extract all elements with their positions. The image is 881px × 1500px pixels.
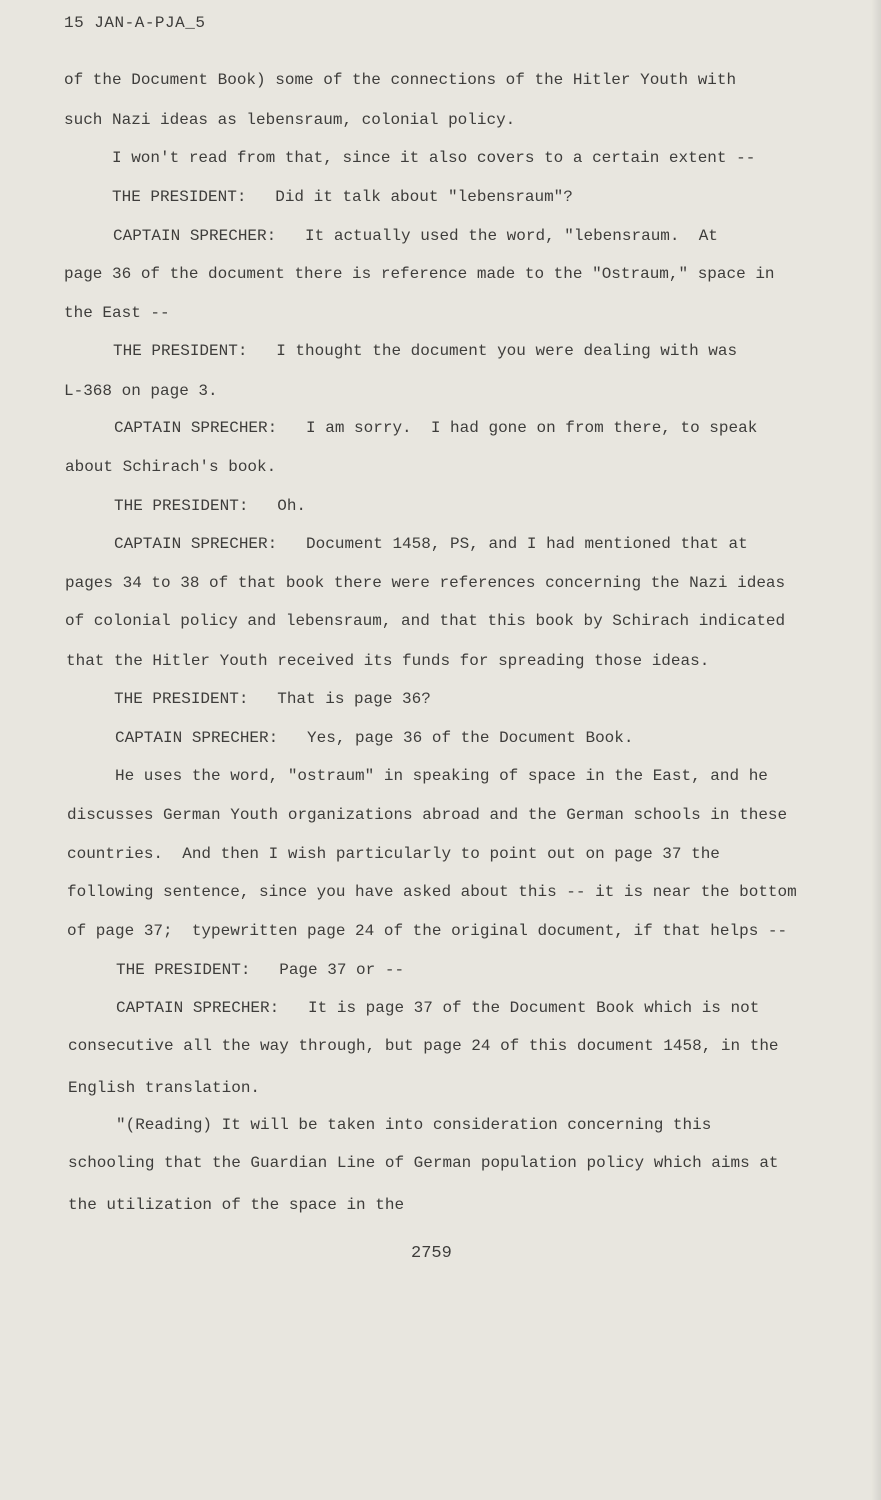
quote-line: the utilization of the space in the — [68, 1196, 405, 1214]
speaker-line: CAPTAIN SPRECHER: I am sorry. I had gone on from there, to speak — [114, 419, 758, 437]
text-line: about Schirach's book. — [65, 458, 277, 476]
text-line: He uses the word, "ostraum" in speaking of space in the East, and he — [115, 767, 768, 785]
speaker-line: THE PRESIDENT: Page 37 or -- — [116, 961, 405, 979]
speaker-line: CAPTAIN SPRECHER: It is page 37 of the Document Book which is not — [116, 999, 760, 1017]
text-line: I won't read from that, since it also covers to a certain extent -- — [112, 149, 756, 167]
speaker-line: CAPTAIN SPRECHER: Yes, page 36 of the Document Book. — [115, 729, 634, 747]
speaker-line: THE PRESIDENT: Oh. — [114, 497, 307, 515]
text-line: discusses German Youth organizations abroad and the German schools in these — [67, 806, 788, 824]
document-reference: 15 JAN-A-PJA_5 — [64, 14, 206, 32]
text-line: the East -- — [64, 304, 170, 322]
speaker-line: THE PRESIDENT: That is page 36? — [114, 690, 431, 708]
speaker-line: THE PRESIDENT: Did it talk about "lebensraum"? — [112, 188, 573, 206]
quote-line: "(Reading) It will be taken into consideration concerning this — [116, 1116, 712, 1134]
text-line: English translation. — [68, 1079, 261, 1097]
text-line: of page 37; typewritten page 24 of the original document, if that helps -- — [67, 922, 788, 940]
text-line: that the Hitler Youth received its funds for spreading those ideas. — [66, 652, 710, 670]
page-number: 2759 — [411, 1244, 452, 1263]
text-line: of the Document Book) some of the connections of the Hitler Youth with — [64, 71, 737, 89]
text-line: of colonial policy and lebensraum, and that this book by Schirach indicated — [65, 612, 786, 630]
speaker-line: CAPTAIN SPRECHER: Document 1458, PS, and I had mentioned that at — [114, 535, 748, 553]
speaker-line: CAPTAIN SPRECHER: It actually used the word, "lebensraum. At — [113, 227, 718, 245]
text-line: countries. And then I wish particularly to point out on page 37 the — [67, 845, 720, 863]
quote-line: schooling that the Guardian Line of German population policy which aims at — [68, 1154, 779, 1172]
text-line: pages 34 to 38 of that book there were references concerning the Nazi ideas — [65, 574, 786, 592]
text-line: consecutive all the way through, but page 24 of this document 1458, in the — [68, 1037, 779, 1055]
text-line: following sentence, since you have asked about this -- it is near the bottom — [67, 883, 797, 901]
text-line: L-368 on page 3. — [64, 382, 218, 400]
text-line: such Nazi ideas as lebensraum, colonial policy. — [64, 111, 516, 129]
text-line: page 36 of the document there is reference made to the "Ostraum," space in — [64, 265, 775, 283]
speaker-line: THE PRESIDENT: I thought the document you were dealing with was — [113, 342, 738, 360]
